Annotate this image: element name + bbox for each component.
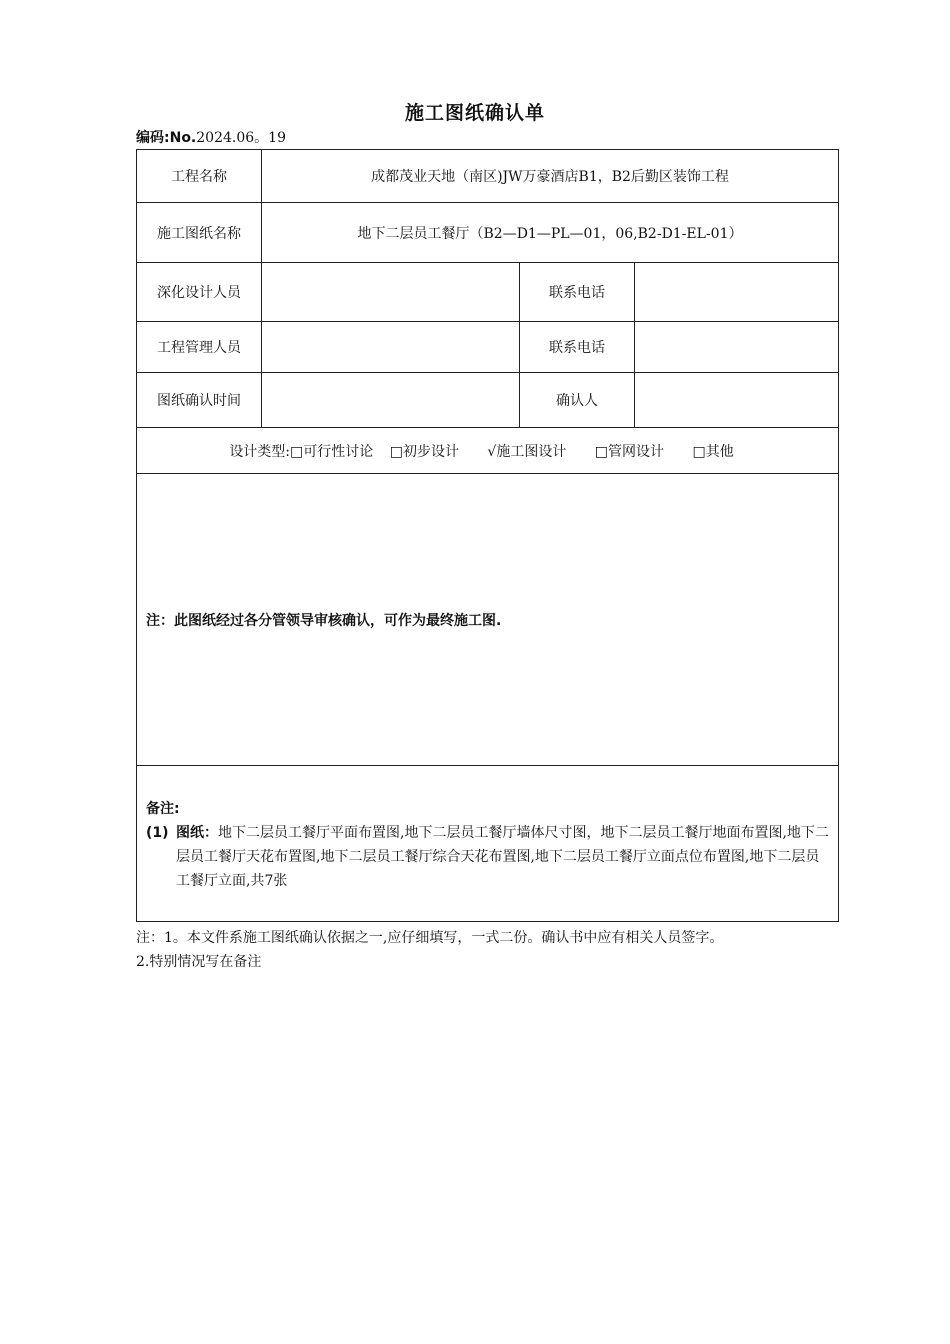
design-type-label: 设计类型: — [229, 443, 291, 460]
manager-phone-label: 联系电话 — [520, 322, 635, 373]
manager-label: 工程管理人员 — [137, 322, 262, 373]
checkmark-icon: √ — [487, 443, 497, 460]
design-type-option-construction[interactable]: √施工图设计 — [487, 443, 567, 460]
design-type-cell — [137, 428, 839, 474]
design-type-option-pipe-network[interactable]: □管网设计 — [594, 443, 665, 460]
code-value: 2024.06。19 — [196, 130, 286, 146]
row-confirm-time — [137, 373, 839, 428]
confirm-time-field[interactable] — [262, 373, 520, 428]
footnote-1: 注：1。本文件系施工图纸确认依据之一,应仔细填写，一式二份。确认书中应有相关人员签字。 — [136, 930, 724, 946]
design-type-option-feasibility[interactable]: □可行性讨论 — [290, 443, 374, 460]
confirmer-label: 确认人 — [520, 373, 635, 428]
remarks-item — [137, 818, 838, 893]
designer-phone-field[interactable] — [635, 263, 839, 322]
confirmer-field[interactable] — [635, 373, 839, 428]
remarks-cell — [137, 766, 839, 922]
checkbox-icon: □ — [692, 443, 706, 460]
remarks-item-number: (1) — [146, 825, 169, 841]
row-design-type — [137, 428, 839, 474]
confirmation-form-table — [136, 149, 839, 922]
remarks-title: 备注: — [146, 801, 180, 817]
note-cell — [137, 474, 839, 766]
row-remarks — [137, 766, 839, 922]
row-project-name — [137, 150, 839, 203]
document-title: 施工图纸确认单 — [404, 102, 545, 124]
row-note — [137, 474, 839, 766]
row-drawing-name — [137, 203, 839, 263]
checkbox-icon: □ — [389, 443, 403, 460]
design-type-option-other[interactable]: □其他 — [692, 443, 734, 460]
drawing-name-label: 施工图纸名称 — [137, 203, 262, 263]
drawing-name-value: 地下二层员工餐厅（B2—D1—PL—01，06,B2-D1-EL-01） — [262, 203, 839, 263]
remarks-item-text: 地下二层员工餐厅平面布置图,地下二层员工餐厅墙体尺寸图，地下二层员工餐厅地面布置图,地下二层员工餐厅天花布置图,地下二层员工餐厅综合天花布置图,地下二层员工餐厅立面点位布置图,地下二层员工餐厅立面,共7张 — [176, 825, 829, 889]
design-type-option-preliminary[interactable]: □初步设计 — [389, 443, 459, 460]
checkbox-icon: □ — [290, 443, 304, 460]
manager-phone-field[interactable] — [635, 322, 839, 373]
project-name-value: 成都茂业天地（南区)JW万豪酒店B1，B2后勤区装饰工程 — [262, 150, 839, 203]
manager-field[interactable] — [262, 322, 520, 373]
designer-label: 深化设计人员 — [137, 263, 262, 322]
checkbox-icon: □ — [594, 443, 609, 460]
row-designer — [137, 263, 839, 322]
designer-phone-label: 联系电话 — [520, 263, 635, 322]
designer-field[interactable] — [262, 263, 520, 322]
code-label: 编码:No. — [136, 130, 197, 146]
project-name-label: 工程名称 — [137, 150, 262, 203]
approval-note: 注：此图纸经过各分管领导审核确认，可作为最终施工图. — [146, 612, 502, 629]
row-manager — [137, 322, 839, 373]
confirm-time-label: 图纸确认时间 — [137, 373, 262, 428]
document-code — [136, 127, 286, 147]
remarks-item-lead: 图纸： — [176, 825, 218, 841]
footnote-2: 2.特别情况写在备注 — [136, 954, 262, 970]
